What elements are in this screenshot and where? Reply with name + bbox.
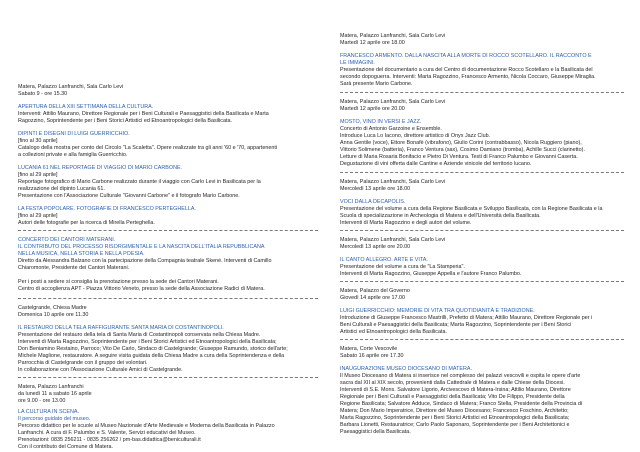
event-title: IL CANTO ALLEGRO. ARTE E VITA. (340, 257, 428, 263)
event-section (340, 257, 626, 278)
event-title: IL RESTAURO DELLA TELA RAFFIGURANTE SANTA MARIA DI COSTANTINOPOLI. (18, 325, 224, 331)
event-title: INAUGURAZIONE MUSEO DIOCESANO DI MATERA. (340, 366, 472, 372)
event-title: LUIGI GUERRICCHIO: MEMORIE DI VITA TRA QUOTIDIANITÀ E TRADIZIONE. (340, 308, 535, 314)
event-section (340, 308, 626, 336)
event-description-line: Paesaggistici della Basilicata. (340, 429, 411, 435)
event-description-line: Concerto di Antonio Garzoine e Ensemble. (340, 126, 442, 132)
event-description-line: Presentazione del volume a cura della Regione Basilicata e Sviluppo Basilicata, con la Regione Basilicata e la (340, 206, 603, 212)
event-description-line: Sarà presente Mario Carbone. (340, 81, 413, 87)
event-date: Giovedì 14 aprile ore 17.00 (340, 295, 406, 301)
event-description-line: Interventi di Marta Ragozzino e degli autori del volume. (340, 220, 472, 226)
event-block (18, 305, 320, 374)
event-block (340, 179, 626, 227)
event-section (340, 119, 626, 168)
dashed-divider (18, 298, 318, 299)
event-title: LA FESTA POPOLARE. FOTOGRAFIE DI FRANCESCO PERTEGHELLA. (18, 206, 196, 212)
dashed-divider (340, 230, 624, 231)
event-venue: Matera, Palazzo Lanfranchi, Sala Carlo Levi (340, 237, 446, 243)
event-description-line: Barbara Lionetti, Restauratrice; Carlo Paolo Saponaro, Soprintendente per i Beni Architettonici e (340, 422, 570, 428)
event-info-line: Centro di accoglienza APT - Piazza Vittorio Veneto, presso la sede della Associazione Radici di Matera. (18, 286, 265, 292)
event-description-line: Presentazione del documentario a cura del Centro di documentazione Rocco Scotellaro e la Basilicata del (340, 67, 593, 73)
event-description-line: Parrocchia di Castelgrande con il gruppo dei volontari. (18, 360, 148, 366)
event-venue: Matera, Palazzo Lanfranchi, Sala Carlo Levi (340, 179, 446, 185)
event-time: ore 9.00 - ore 13.00 (18, 398, 66, 404)
event-title: FRANCESCO ARMENTO. DALLA NASCITA ALLA MORTE DI ROCCO SCOTELLARO. IL RACCONTO E (340, 53, 592, 59)
event-description-line: Letture di Maria Rosaria Bonifacio e Pietro Di Ventura. Testi di Franco Palumbo e Giovanni Caserta. (340, 154, 578, 160)
event-description-line: secondo dopoguerra. Interventi: Marta Ragozzino, Francesco Armento, Nicola Coccaro, Giuseppe Miraglia. (340, 74, 596, 80)
event-section (18, 206, 320, 227)
event-note: [fino al 29 aprile] (18, 213, 58, 219)
event-section (18, 325, 320, 374)
event-section (340, 366, 626, 436)
dashed-divider (18, 230, 318, 231)
event-description-line: Anna Gentile (voce), Ettore Bonafè (vibrafono), Giulio Corini (contrabbasso), Nicola Ruggiero (piano), (340, 140, 582, 146)
dashed-divider (340, 281, 624, 282)
event-section (18, 131, 320, 159)
event-description-line: Catalogo della mostra per conto del Circolo "La Scaletta". Opere realizzate tra gli anni '60 e '70, appartenenti (18, 145, 278, 151)
event-block (340, 288, 626, 336)
event-title: NELLA MUSICA, NELLA STORIA E NELLA POESIA. (18, 251, 145, 257)
event-title: LA CULTURA IN SCENA. (18, 409, 80, 415)
dashed-divider (340, 92, 624, 93)
event-description-line: Artistici ed Etnoantropologici della Basilicata. (340, 329, 447, 335)
event-description-line: Vittorio Solimene (batteria), Franco Ventura (sax), Cosimo Damiano (tromba), Achille Succi (clarinetto). (340, 147, 585, 153)
event-title: DIPINTI E DISEGNI DI LUIGI GUERRICCHIO. (18, 131, 130, 137)
event-venue: Castelgrande, Chiesa Madre (18, 305, 87, 311)
event-description-line: Chiaromonte, Presidente dei Cantori Materani. (18, 265, 130, 271)
event-description-line: Presentazione del volume a cura de "La Stamperia". (340, 264, 465, 270)
event-venue: Matera, Palazzo Lanfranchi (18, 384, 84, 390)
event-venue: Matera, Palazzo Lanfranchi, Sala Carlo Levi (340, 99, 446, 105)
event-description-line: sacra dal XII al XIX secolo, provenienti dalla Cattedrale di Matera e dalle Chiese della Diocesi. (340, 380, 565, 386)
event-title: LUCANIA 61 NEL REPORTAGE DI VIAGGIO DI MARIO CARBONE. (18, 165, 183, 171)
event-description-line: realizzazione del dipinto Lucania 61. (18, 186, 105, 192)
event-block (18, 237, 320, 293)
event-section (18, 165, 320, 200)
event-title: MOSTO, VINO IN VERSI E JAZZ. (340, 119, 422, 125)
event-venue: Matera, Palazzo del Governo (340, 288, 410, 294)
event-block (340, 33, 626, 88)
event-date: Martedì 12 aprile ore 20.00 (340, 106, 405, 112)
event-title: APERTURA DELLA XIII SETTIMANA DELLA CULTURA. (18, 104, 154, 110)
dashed-divider (340, 339, 624, 340)
event-description-line: Michele Maglione, restauratore. A seguire visita guidata della Chiesa Madre a cura della Soprintendenza e della (18, 353, 285, 359)
event-note: [fino al 29 aprile] (18, 172, 58, 178)
event-block (18, 84, 320, 227)
event-date: Mercoledì 13 aprile ore 18.00 (340, 186, 411, 192)
event-title: VOCI DALLA DECAPOLIS. (340, 199, 406, 205)
event-venue: Matera, Palazzo Lanfranchi, Sala Carlo Levi (340, 33, 446, 39)
event-date: Martedì 12 aprile ore 18.00 (340, 40, 405, 46)
event-description-line: a collezioni private e alla famiglia Guerricchio. (18, 152, 128, 158)
event-description-line: Interventi: Attilio Maurano, Direttore Regionale per i Beni Culturali e Paesaggistici della Basilicata e Marta (18, 111, 269, 117)
event-description-line: Regionale per i Beni Culturali e Paesaggistici della Basilicata; Vito De Filippo, Presidente della (340, 394, 565, 400)
event-description-line: Beni Culturali e Paesaggistici della Basilicata; Marta Ragozzino, Soprintendente per i Beni Storici (340, 322, 572, 328)
event-block (340, 346, 626, 436)
event-description-line: Marta Ragozzino, Soprintendente per i Beni Storici Artistici ed Etnoantropologici della Basilicata; (340, 415, 570, 421)
event-description-line: Degustazione di vini offerta dalle Cantine e Aziende vinicole del territorio lucano. (340, 161, 532, 167)
event-note: [fino al 30 aprile] (18, 138, 58, 144)
event-description-line: Introduce Luca Lo Iacono, direttore artistico di Onyx Jazz Club. (340, 133, 491, 139)
event-date: Domenica 10 aprile ore 11.30 (18, 312, 89, 318)
event-description-line: Scuola di specializzazione in Archeologia di Matera e dell'Università della Basilicata. (340, 213, 541, 219)
event-description-line: In collaborazione con l'Associazione Culturale Amici di Castelgrande. (18, 367, 183, 373)
event-description-line: Ragozzino, Soprintendente per i Beni Storici Artistici ed Etnoantropologici della Basilicata. (18, 118, 232, 124)
event-description-line: Introduzione di Giuseppe Francesco Mastrilli, Prefetto di Matera; Attilio Maurano, Direttore Regionale per i (340, 315, 593, 321)
event-date: Mercoledì 13 aprile ore 20.00 (340, 244, 411, 250)
event-block (340, 99, 626, 168)
event-title: IL CONTRIBUTO DEL PROCESSO RISORGIMENTALE E LA NASCITA DELL'ITALIA REPUBBLICANA (18, 244, 265, 250)
event-date: Sabato 9 - ore 15.30 (18, 91, 68, 97)
event-info (18, 279, 320, 293)
event-venue: Matera, Palazzo Lanfranchi, Sala Carlo Levi (18, 84, 124, 90)
event-date: da lunedì 11 a sabato 16 aprile (18, 391, 92, 397)
event-block (18, 384, 320, 451)
event-description-line: Lanfranchi. A cura di F. Palumbo e S. Valente, Servizi educativi del Museo. (18, 430, 196, 436)
event-section (18, 237, 320, 293)
event-description-line: Presentazione con l'Associazione Culturale "Giovanni Carbone" e il fotografo Mario Carbone. (18, 193, 240, 199)
event-description-line: Con il contributo del Comune di Matera. (18, 444, 113, 450)
event-date: Sabato 16 aprile ore 17.30 (340, 353, 404, 359)
event-section (18, 104, 320, 125)
event-description-line: Interventi di Marta Ragozzino, Soprintendente per i Beni Storici Artistici ed Etnoantropologici della Basilicata; (18, 339, 277, 345)
event-section (340, 199, 626, 227)
event-subtitle: Il percorso guidato del museo. (18, 416, 91, 422)
event-description-line: Diretto da Alessandra Balzano con la partecipazione della Compagnia teatrale Skené. Interventi di Camillo (18, 258, 272, 264)
event-section (340, 53, 626, 88)
event-info-line: Per i posti a sedere si consiglia la prenotazione presso la sede dei Cantori Materani. (18, 279, 219, 285)
event-description-line: Prenotazioni: 0835 256211 - 0835 256262 / pm-bas.didattica@beniculturali.it (18, 437, 201, 443)
event-block (340, 237, 626, 278)
event-description-line: Interventi di Marta Ragozzino, Giuseppe Appella e l'autore Franco Palumbo. (340, 271, 522, 277)
event-description-line: Reportage fotografico di Mario Carbone realizzato durante il viaggio con Carlo Levi in Basilicata per la (18, 179, 261, 185)
event-description-line: Autori delle fotografie per la ricerca di Mirella Perteghella. (18, 220, 155, 226)
event-description-line: Regione Basilicata; Salvatore Adduce, Sindaco di Matera; Franco Stella, Presidente della Provincia di (340, 401, 583, 407)
event-description-line: Percorso didattico per le scuole al Museo Nazionale d'Arte Medievale e Moderna della Basilicata in Palazzo (18, 423, 275, 429)
event-venue: Matera, Corte Vescovile (340, 346, 398, 352)
event-description-line: Interventi di S.E. Mons. Salvatore Ligorio, Arcivescovo di Matera-Irsina; Attilio Maurano, Direttore (340, 387, 571, 393)
event-description-line: Matera; Don Mario Imperatrice, Direttore del Museo Diocesano; Francesco Foschino, Architetto; (340, 408, 569, 414)
event-description-line: Don Beniamino Restaino, Parroco; Vito De Carlo, Sindaco di Castelgrande; Giuseppe Ramundo, storico dell'arte; (18, 346, 288, 352)
event-description-line: Presentazione del restauro della tela di Santa Maria di Costantinopoli conservata nella Chiesa Madre. (18, 332, 261, 338)
dashed-divider (18, 377, 318, 378)
dashed-divider (340, 172, 624, 173)
event-title: CONCERTO DEI CANTORI MATERANI. (18, 237, 116, 243)
event-description-line: Il Museo Diocesano di Matera si inserisce nel complesso dei palazzi vescovili e ospita le opere d'arte (340, 373, 581, 379)
event-section (18, 409, 320, 451)
event-title: LE IMMAGINI. (340, 60, 375, 66)
